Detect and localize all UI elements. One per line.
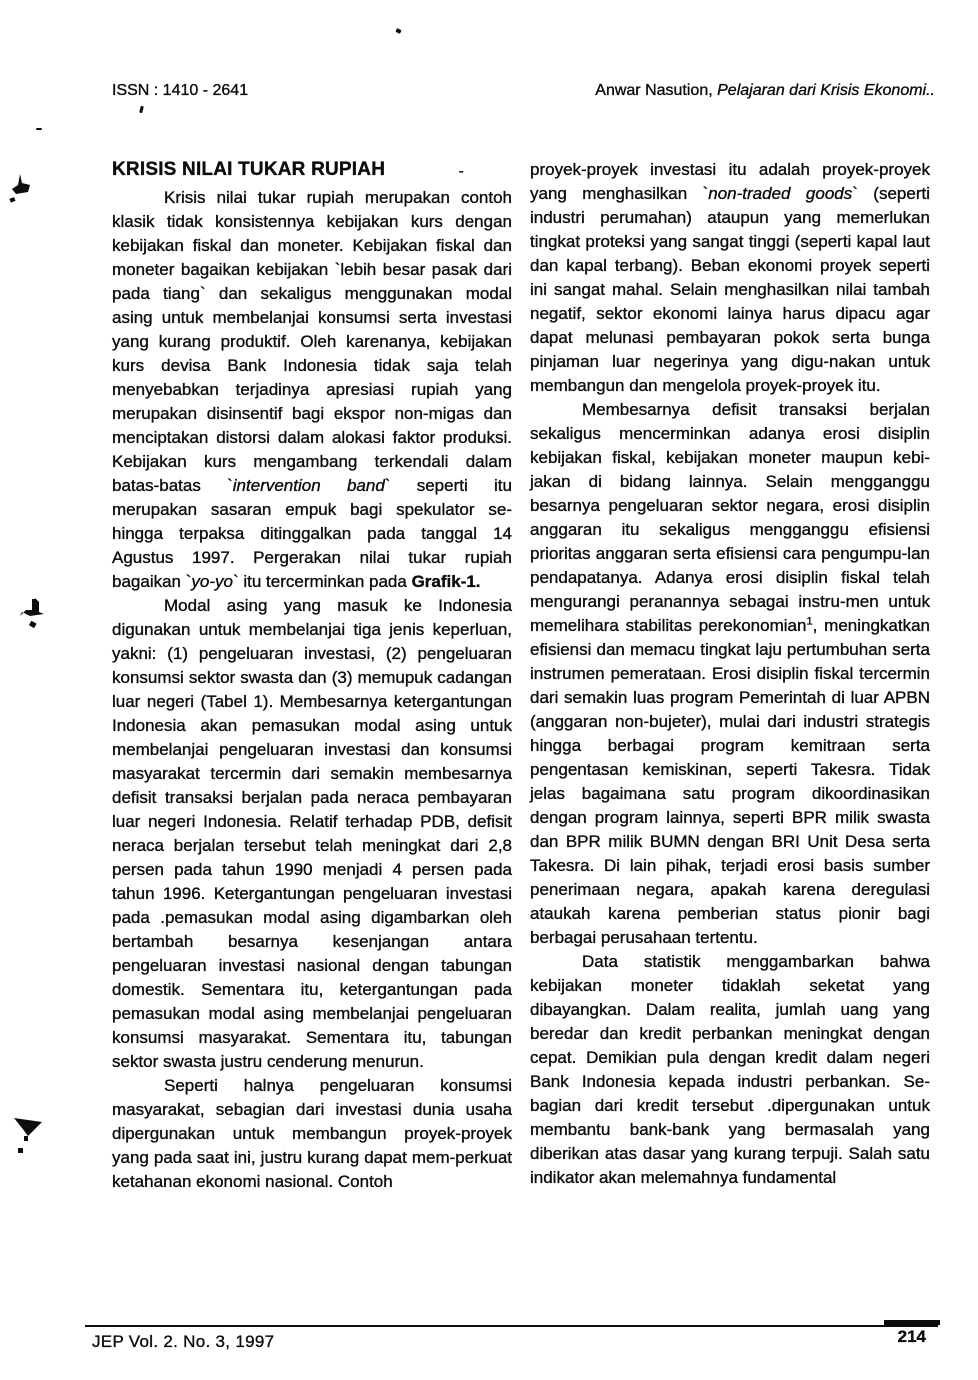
paragraph: Data statistik menggambarkan bahwa kebijakan moneter tidaklah seketat yang dibayangkan. Dalam realita, jumlah uang yang beredar dan kredit perbankan meningkat dengan cepat. Demikian pula dengan kredit dalam negeri Bank Indonesia kepada industri perbankan. Se-bagian dari kredit tersebut .dipergunakan untuk membantu bank-bank yang bermasalah yang diberikan atas dasar yang kurang terpuji. Salah satu indikator akan melemahnya fundamental (530, 952, 930, 1187)
left-column (112, 158, 512, 1194)
running-head (595, 82, 935, 100)
footer-journal-label: JEP Vol. 2. No. 3, 1997 (92, 1332, 275, 1351)
ink-blot-icon (12, 1112, 46, 1154)
right-column (530, 158, 930, 1194)
issn-label: ISSN : 1410 - 2641 (112, 82, 249, 99)
page-number: 214 (897, 1327, 926, 1346)
ink-blot-icon (6, 172, 36, 208)
paragraph: Seperti halnya pengeluaran konsumsi masyarakat, sebagian dari investasi dunia usaha dipergunakan untuk membangun proyek-proyek yang pada saat ini, justru kurang dapat mem-perkuat ketahanan ekonomi nasional. Contoh (112, 1076, 512, 1191)
stray-dash-mark: - (458, 163, 464, 180)
running-head-author: Anwar Nasution, (595, 82, 718, 99)
paragraph: Krisis nilai tukar rupiah merupakan contoh klasik tidak konsistennya kebijakan kurs dengan kebijakan fiskal dan moneter. Kebijakan fiskal dan moneter bagaikan kebijakan `lebih besar pasak dari pada tiang` dan sekaligus menggunakan modal asing untuk membelanjai konsumsi serta investasi yang kurang produktif. Oleh karenanya, kebijakan kurs devisa Bank Indonesia tidak saja telah menyebabkan terjadinya apresiasi rupiah yang merupakan disinsentif bagi ekspor non-migas dan menciptakan distorsi dalam alokasi faktor produksi. Kebijakan kurs mengambang terkendali dalam batas-batas `intervention band` seperti itu merupakan sasaran empuk bagi spekulator se-hingga terpaksa ditinggalkan pada tanggal 14 Agustus 1997. Pergerakan nilai tukar rupiah bagaikan `yo-yo` itu tercerminkan pada Grafik-1. (112, 188, 512, 591)
footer-rule (85, 1325, 938, 1327)
scan-speck (139, 106, 144, 114)
page-body (112, 158, 930, 1194)
running-head-title: Pelajaran dari Krisis Ekonomi.. (717, 82, 935, 99)
footer-rule-thick-segment (884, 1320, 940, 1325)
scan-speck (36, 128, 42, 130)
page-header (112, 82, 935, 100)
section-heading: KRISIS NILAI TUKAR RUPIAH - (112, 158, 512, 182)
ink-blot-icon (18, 598, 50, 636)
paragraph: Membesarnya defisit transaksi berjalan sekaligus mencerminkan adanya erosi disiplin kebijakan fiskal, kebijakan moneter maupun kebi-jakan di bidang lainnya. Selain mengganggu besarnya pengeluaran sektor negara, erosi disiplin anggaran itu sekaligus mengganggu efisiensi prioritas anggaran serta efisiensi cara pengumpu-lan pendapatanya. Adanya erosi disiplin fiskal telah mengurangi peranannya sebagai instru-men untuk memelihara stabilitas perekonomian$^1$, meningkatkan efisiensi dan memacu tingkat laju pertumbuhan serta instrumen pemerataan. Erosi disiplin fiskal tercermin dari semakin luas program Pemerintah di luar APBN (anggaran non-bujeter), mulai dari industri strategis hingga berbagai program kemitraan serta pengentasan kemiskinan, seperti Takesra. Tidak jelas bagaimana satu program dikoordinasikan dengan program lainnya, seperti BPR milik swasta dan BPR milik BUMN dengan BRI Unit Desa serta Takesra. Di lain pihak, terjadi erosi basis sumber penerimaan negara, apakah karena deregulasi ataukah karena pemberian status pionir bagi berbagai perusahaan tertentu. (530, 400, 930, 947)
paragraph: proyek-proyek investasi itu adalah proyek-proyek yang menghasilkan `non-traded goods` (seperti industri perumahan) ataupun yang memerlukan tingkat proteksi yang sangat tinggi (seperti kapal laut dan kapal terbang). Beban ekonomi proyek seperti ini sangat mahal. Selain menghasilkan nilai tambah negatif, sektor ekonomi lainya harus dipacu agar dapat melunasi pembayaran pokok serta bunga pinjaman luar negerinya yang digu-nakan untuk membangun dan mengelola proyek-proyek itu. (530, 160, 930, 395)
paragraph: Modal asing yang masuk ke Indonesia digunakan untuk membelanjai tiga jenis keperluan, yakni: (1) pengeluaran investasi, (2) pengeluaran konsumsi sektor swasta dan (3) memupuk cadangan luar negeri (Tabel 1). Membesarnya ketergantungan Indonesia akan pemasukan modal asing untuk membelanjai pengeluaran investasi dan konsumsi masyarakat tercermin dari semakin membesarnya defisit transaksi berjalan pada neraca pembayaran luar negeri Indonesia. Relatif terhadap PDB, defisit neraca berjalan tersebut telah meningkat dari 2,8 persen pada tahun 1990 menjadi 4 persen pada tahun 1996. Ketergantungan pengeluaran investasi pada .pemasukan modal asing digambarkan oleh bertambah besarnya kesenjangan antara pengeluaran investasi nasional dengan tabungan domestik. Sementara itu, ketergantungan pada pemasukan modal asing membelanjai pengeluaran konsumsi masyarakat. Sementara itu, tabungan sektor swasta justru cenderung menurun. (112, 596, 512, 1071)
scan-speck (395, 28, 401, 34)
